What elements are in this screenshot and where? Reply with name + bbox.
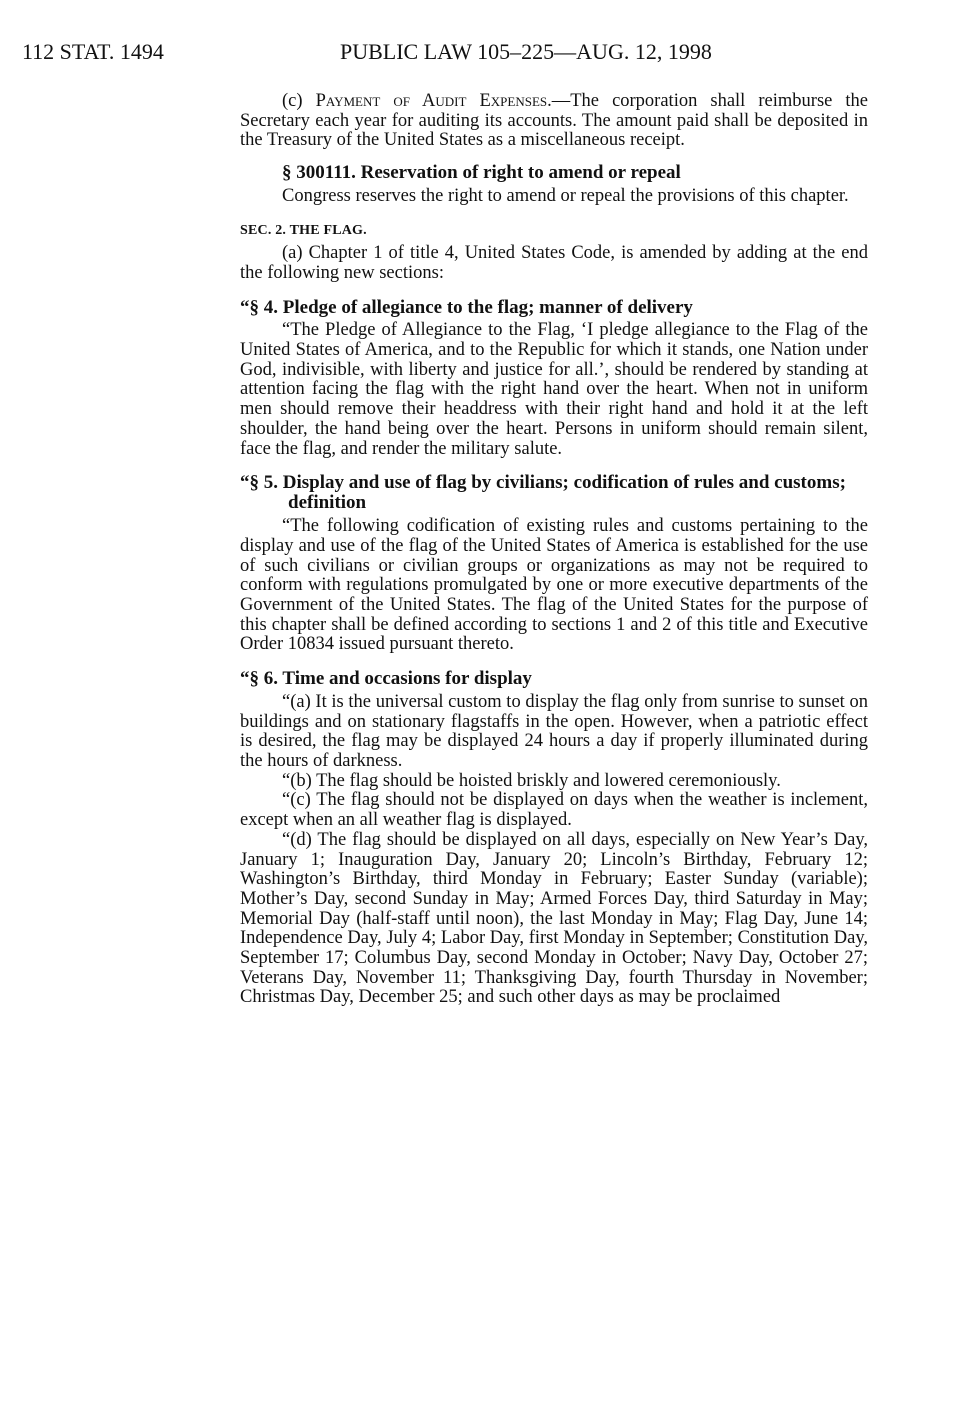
document-body <box>240 92 868 1008</box>
section-4-heading: “§ 4. Pledge of allegiance to the flag; manner of delivery <box>240 296 693 318</box>
paragraph-label: (c) <box>282 91 303 111</box>
header-law-title: PUBLIC LAW 105–225—AUG. 12, 1998 <box>340 39 712 64</box>
section-5-heading: “§ 5. Display and use of flag by civilians; codification of rules and customs; definition <box>240 472 846 514</box>
header-stat-citation: 112 STAT. 1494 <box>22 39 164 64</box>
section-6-subsection-d: “(d) The flag should be displayed on all days, especially on New Year’s Day, January 1; Inauguration Day, January 20; Lincoln’s Birthday, February 12; Washington’s Birthday, third Monday in February; Easter Sunday (variable); Mother’s Day, second Sunday in May; Armed Forces Day, third Saturday in May; Memorial Day (half-staff until noon), the last Monday in May; Flag Day, June 14; Independence Day, July 4; Labor Day, first Monday in September; Constitution Day, September 17; Columbus Day, second Monday in October; Navy Day, October 27; Veterans Day, November 11; Thanksgiving Day, fourth Thursday in November; Christmas Day, December 25; and such other days as may be proclaimed <box>240 829 868 1008</box>
section-6-subsection-a: “(a) It is the universal custom to display the flag only from sunrise to sunset on buildings and on stationary flagstaffs in the open. However, when a patriotic effect is desired, the flag may be displayed 24 hours a day if properly illuminated during the hours of darkness. <box>240 691 868 771</box>
paragraph-payment-of-audit-expenses <box>240 92 868 151</box>
sec-2-heading: SEC. 2. THE FLAG. <box>240 222 367 238</box>
section-6-subsection-b: “(b) The flag should be hoisted briskly and lowered ceremoniously. <box>282 770 781 791</box>
paragraph-text: —The corporation shall reimburse the Secretary each year for auditing its accounts. The amount paid shall be deposited in the Treasury of the United States as a miscellaneous receipt. <box>240 91 869 151</box>
sec-2-text: (a) Chapter 1 of title 4, United States Code, is amended by adding at the end the following new sections: <box>240 243 868 283</box>
section-6-subsection-c: “(c) The flag should not be displayed on days when the weather is inclement, except when an all weather flag is displayed. <box>240 790 868 831</box>
section-4-text: “The Pledge of Allegiance to the Flag, ‘I pledge allegiance to the Flag of the United States of America, and to the Republic for which it stands, one Nation under God, indivisible, with liberty and justice for all.’, should be rendered by standing at attention facing the flag with the right hand over the heart. When not in uniform men should remove their headdress with their right hand and hold it at the left shoulder, the hand being over the heart. Persons in uniform should remain silent, face the flag, and render the military salute. <box>240 320 868 459</box>
page-header <box>22 40 902 80</box>
section-5-text: “The following codification of existing rules and customs pertaining to the display and use of the flag of the United States of America is established for the use of such civilians or civilian groups or organizations as may not be required to conform with regulations promulgated by one or more executive departments of the Government of the United States. The flag of the United States for the purpose of this chapter shall be defined according to sections 1 and 2 of this title and Executive Order 10834 issued pursuant thereto. <box>240 516 868 655</box>
section-300111-heading: § 300111. Reservation of right to amend or repeal <box>282 162 681 184</box>
section-6-heading: “§ 6. Time and occasions for display <box>240 668 532 690</box>
paragraph-heading: Payment of Audit Expenses. <box>315 91 552 111</box>
section-300111-text: Congress reserves the right to amend or repeal the provisions of this chapter. <box>282 185 849 206</box>
